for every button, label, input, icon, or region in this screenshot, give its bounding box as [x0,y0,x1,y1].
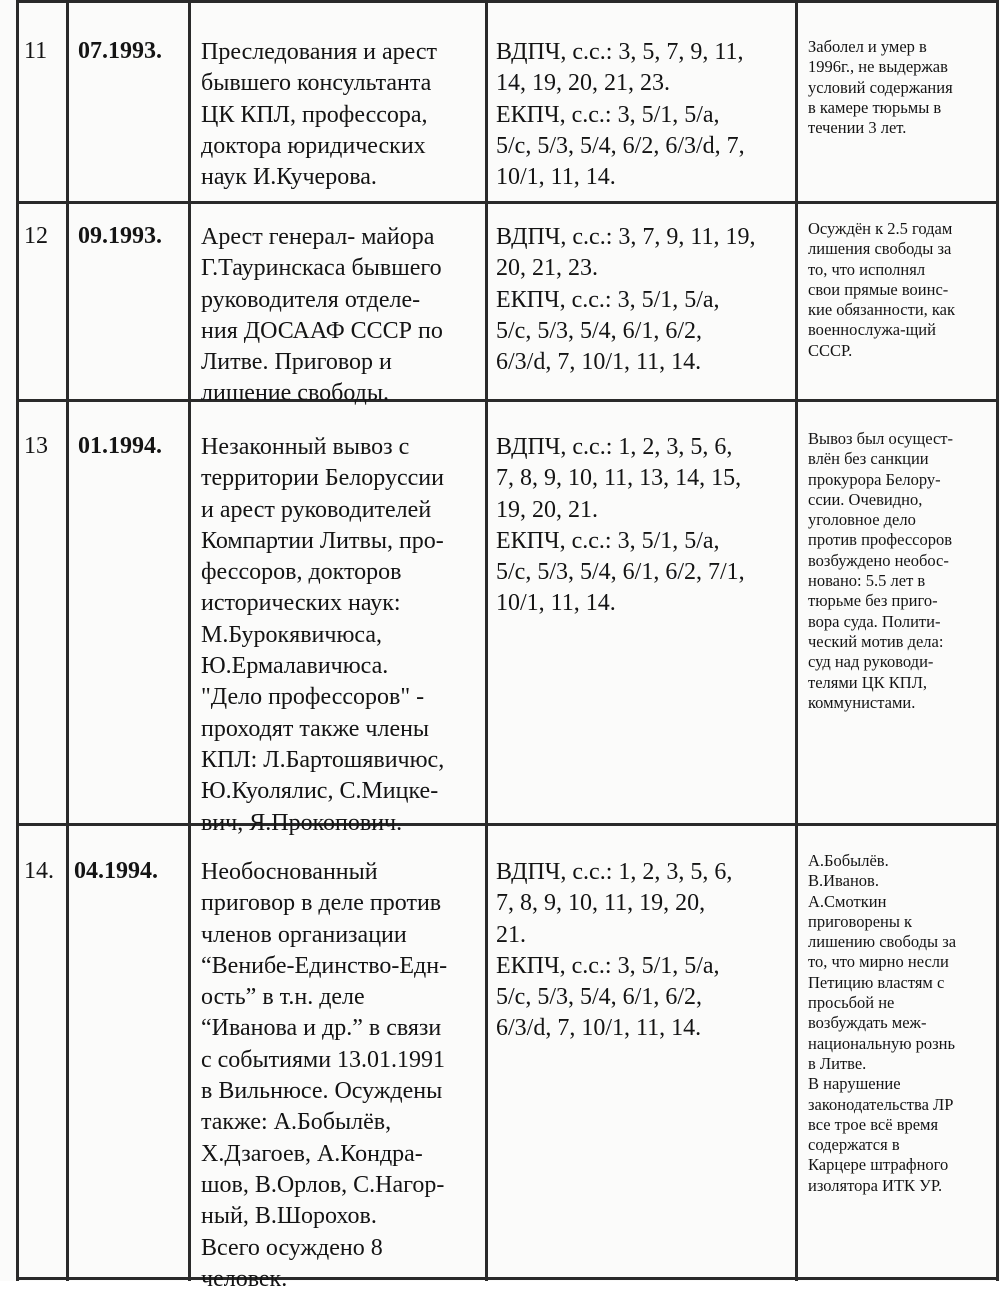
description-line: Г.Тауринскаса бывшего [201,255,442,282]
description-line: человек. [201,1265,288,1292]
note-line: уголовное дело [808,510,916,530]
row-description [201,432,444,839]
note-line: Заболел и умер в [808,37,927,56]
note-line: то, что мирно несли [808,952,949,972]
description-line: Х.Дзагоев, А.Кондра- [201,1140,423,1167]
description-line: доктора юридических [201,132,426,159]
note-line: 1996г., не выдержав [808,57,948,77]
description-line: ния ДОСААФ СССР по [201,317,443,344]
table-row [0,0,1000,201]
description-line: Необоснованный [201,859,378,885]
row-date: 07.1993. [78,38,162,64]
note-line: В нарушение [808,1074,901,1094]
articles-line: 21. [496,921,526,948]
table-row [0,201,1000,407]
row-date: 09.1993. [78,223,162,249]
articles-line: 7, 8, 9, 10, 11, 13, 14, 15, [496,465,742,492]
articles-line: 5/c, 5/3, 5/4, 6/2, 6/3/d, 7, [496,132,745,159]
description-line: Литве. Приговор и [201,349,392,376]
description-line: шов, В.Орлов, С.Нагор- [201,1171,445,1198]
description-line: Ю.Куолялис, С.Мицке- [201,778,439,805]
note-line: свои прямые воинс- [808,279,949,299]
description-line: и арест руководителей [201,496,432,523]
note-line: А.Бобылёв. [808,851,889,870]
note-line: кие обязанности, как [808,300,956,320]
row-articles [496,432,745,620]
note-line: ссии. Очевидно, [808,489,923,509]
note-line: влён без санкции [808,449,929,469]
articles-line: 10/1, 11, 14. [496,164,616,191]
description-line: Арест генерал- майора [201,224,435,250]
row-note [808,429,953,713]
articles-line: 6/3/d, 7, 10/1, 11, 14. [496,1015,702,1042]
row-description [201,857,447,1295]
description-line: лишение свободы. [201,380,389,407]
note-line: против профессоров [808,530,953,550]
description-line: также: А.Бобылёв, [201,1109,392,1136]
note-line: лишения свободы за [808,239,952,259]
articles-line: ВДПЧ, с.с.: 3, 7, 9, 11, 19, [496,224,756,250]
description-line: КПЛ: Л.Бартошявичюс, [201,746,445,773]
note-line: ческий мотив дела: [808,631,944,651]
row-number: 11 [24,38,48,64]
row-description [201,37,437,193]
description-line: Незаконный вывоз с [201,434,410,460]
note-line: А.Смоткин [808,891,887,911]
articles-line: ВДПЧ, с.с.: 3, 5, 7, 9, 11, [496,39,744,65]
articles-line: ЕКПЧ, с.с.: 3, 5/1, 5/a, [496,527,720,554]
articles-line: ВДПЧ, с.с.: 1, 2, 3, 5, 6, [496,434,733,460]
note-line: то, что исполнял [808,259,926,279]
description-line: Ю.Ермалавичюса. [201,653,389,680]
articles-line: 5/c, 5/3, 5/4, 6/1, 6/2, [496,317,702,344]
note-line: прокурора Белору- [808,469,941,489]
row-articles [496,37,745,193]
row-number: 13 [24,433,48,459]
note-line: Петицию властям с [808,972,945,992]
note-line: лишению свободы за [808,932,957,952]
note-line: в камере тюрьмы в [808,97,942,117]
articles-line: 7, 8, 9, 10, 11, 19, 20, [496,890,706,917]
note-line: Вывоз был осущест- [808,429,953,448]
note-line: содержатся в [808,1135,900,1155]
description-line: в Вильнюсе. Осуждены [201,1078,443,1105]
description-line: руководителя отделе- [201,286,421,313]
note-line: В.Иванов. [808,871,879,891]
note-line: все трое всё время [808,1114,939,1134]
row-description [201,222,443,410]
description-line: ный, В.Шорохов. [201,1203,377,1230]
description-line: “Венибе-Единство-Едн- [201,952,448,979]
description-line: Преследования и арест [201,39,438,65]
note-line: приговорены к [808,911,913,931]
table-row [0,823,1000,1292]
description-line: “Иванова и др.” в связи [201,1015,442,1042]
note-line: вора суда. Полити- [808,611,941,631]
description-line: М.Бурокявичюса, [201,621,382,648]
note-line: законодательства ЛР [808,1094,954,1114]
note-line: телями ЦК КПЛ, [808,672,928,692]
note-line: просьбой не [808,993,895,1013]
row-note [808,219,955,361]
note-line: новано: 5.5 лет в [808,571,926,591]
row-articles [496,222,755,378]
note-line: тюрьме без приго- [808,591,938,611]
row-articles [496,857,732,1045]
description-line: бывшего консультанта [201,70,432,97]
row-divider [16,1277,998,1280]
articles-line: 14, 19, 20, 21, 23. [496,70,670,97]
note-line: условий содержания [808,77,953,97]
articles-line: ВДПЧ, с.с.: 1, 2, 3, 5, 6, [496,859,733,885]
row-number: 14. [24,858,54,884]
note-line: военнослужа-щий [808,320,936,340]
articles-line: 19, 20, 21. [496,496,598,523]
note-line: коммунистами. [808,692,916,712]
description-line: "Дело профессоров" - [201,684,425,711]
articles-line: 5/c, 5/3, 5/4, 6/1, 6/2, 7/1, [496,559,745,586]
articles-line: 10/1, 11, 14. [496,590,616,617]
articles-line: 6/3/d, 7, 10/1, 11, 14. [496,349,702,376]
description-line: фессоров, докторов [201,559,402,586]
description-line: проходят также члены [201,715,430,742]
articles-line: 20, 21, 23. [496,255,598,282]
note-line: изолятора ИТК УР. [808,1175,943,1195]
note-line: национальную рознь [808,1033,956,1053]
description-line: ость” в т.н. деле [201,984,365,1011]
description-line: приговор в деле против [201,890,442,917]
articles-line: ЕКПЧ, с.с.: 3, 5/1, 5/a, [496,952,720,979]
note-line: Осуждён к 2.5 годам [808,219,953,238]
table-row [0,399,1000,836]
note-line: течении 3 лет. [808,118,907,138]
note-line: возбуждено необос- [808,550,949,570]
row-number: 12 [24,223,48,249]
articles-line: 5/c, 5/3, 5/4, 6/1, 6/2, [496,984,702,1011]
description-line: Всего осуждено 8 [201,1234,383,1261]
note-line: в Литве. [808,1053,867,1073]
note-line: Карцере штрафного [808,1155,949,1175]
description-line: с событиями 13.01.1991 [201,1046,446,1073]
row-note [808,851,956,1196]
description-line: территории Белоруссии [201,465,444,492]
description-line: исторических наук: [201,590,401,617]
description-line: наук И.Кучерова. [201,164,377,191]
description-line: ЦК КПЛ, профессора, [201,101,428,128]
note-line: возбуждать меж- [808,1013,927,1033]
note-line: СССР. [808,340,853,360]
row-date: 04.1994. [74,858,158,884]
description-line: вич, Я.Прокопович. [201,809,403,836]
row-date: 01.1994. [78,433,162,459]
description-line: членов организации [201,921,407,948]
description-line: Компартии Литвы, про- [201,527,444,554]
articles-line: ЕКПЧ, с.с.: 3, 5/1, 5/a, [496,286,720,313]
note-line: суд над руководи- [808,652,934,672]
row-note [808,37,953,138]
articles-line: ЕКПЧ, с.с.: 3, 5/1, 5/a, [496,101,720,128]
